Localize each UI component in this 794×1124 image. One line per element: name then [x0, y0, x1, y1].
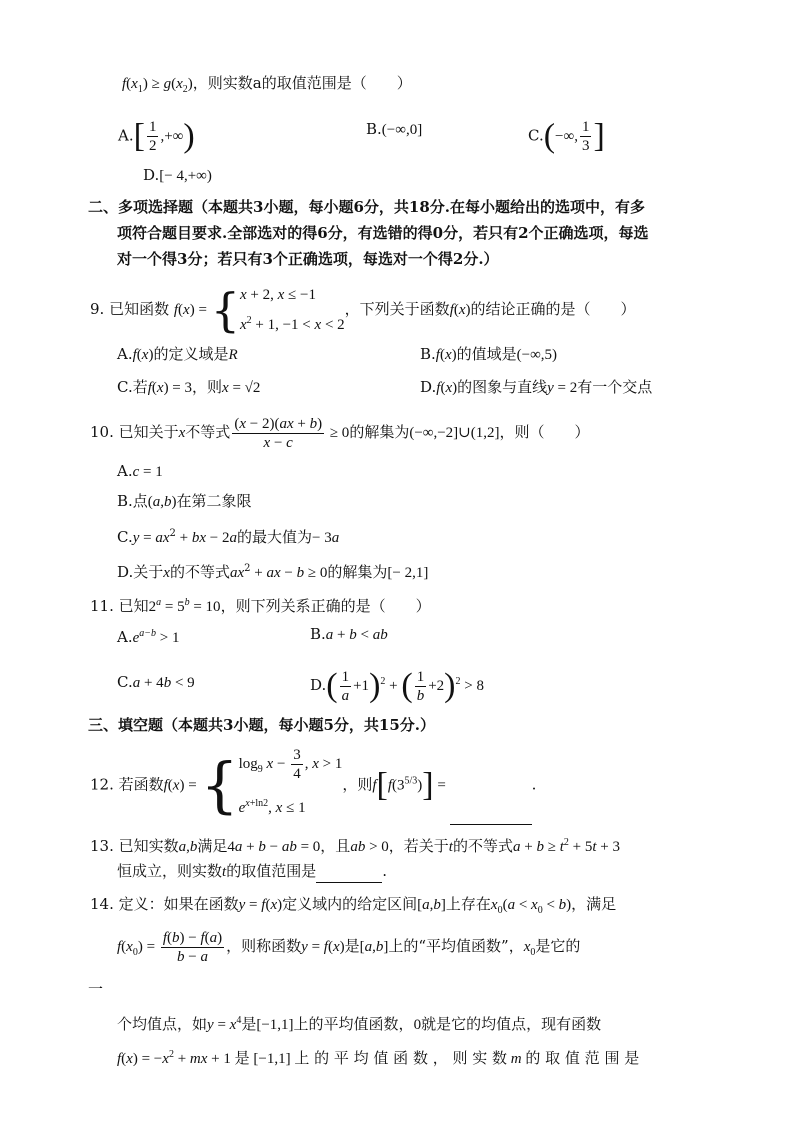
section2-line3: 对一个得3分；若只有3个正确选项，每选对一个得2分.） — [117, 250, 499, 268]
q11-option-c: C.a + 4b < 9 — [117, 673, 195, 691]
q14-line5: $f(x) = -x^2$ + mx + 1 是 [−1,1] 上 的 平 均 值 函 数 ， 则 实 数 m 的 取 值 范 围 是 — [117, 1049, 640, 1067]
q9-option-b: B.f(x)的值域是(−∞,5) — [420, 345, 558, 363]
q10-option-b: B.点(a,b)在第二象限 — [117, 492, 252, 510]
q8-stem-text: ，则实数a的取值范围是（ ） — [192, 74, 412, 92]
q12-stem: 12. 若函数f(x) = { $\log_9 x$ − $\frac{3}{4}$ , x > 1 $e^{x+ln2}$, x ≤ 1 ，则$f[f(3^{5/3})]$ = . — [90, 746, 536, 825]
q9-option-d: D.f(x)的图象与直线y = 2有一个交点 — [420, 378, 653, 396]
q14-line4: 个均值点，如$y = x^4$是[−1,1]上的平均值函数，0就是它的均值点，现有函数 — [117, 1015, 602, 1033]
q13-answer-blank[interactable] — [316, 864, 382, 883]
q11-option-a: $A.e^{a-b} > 1$ — [117, 628, 180, 646]
q14-line2: $f(x_0)$ = $\frac{f(b) - f(a)}{b - a}$ ，则称函数y = f(x)是[a,b]上的“平均值函数”，$x_0$是它的 — [117, 929, 581, 965]
q14-line1: 14. 定义：如果在函数y = f(x)定义域内的给定区间[a,b]上存在$x_0(a < x_0 < b)$，满足 — [90, 895, 617, 916]
q10-option-c: $C.y = ax^2$ + bx − 2a的最大值为− 3a — [117, 528, 340, 546]
q11-option-d: D.( $\frac{1}{a}$ +1)$^2$ + ( $\frac{1}{b}$ +2)$^2$ > 8 — [310, 667, 484, 704]
q12-answer-blank[interactable] — [450, 804, 532, 825]
q11-option-b: B.a + b < ab — [310, 625, 388, 643]
q8-option-b: B.(−∞,0] — [366, 120, 423, 138]
q9-stem: 9. 已知函数 f(x) = { x + 2, x ≤ −1 $x^2 + 1$, −1 < x < 2 ，下列关于函数f(x)的结论正确的是（ ） — [90, 283, 636, 337]
q13-line1: 13. 已知实数a,b满足4a + b − ab = 0，且ab > 0，若关于t的不等式$a + b \ge t^2 + 5t + 3$ — [90, 837, 620, 855]
q10-option-a: A.c = 1 — [117, 462, 163, 480]
section2-line2: 项符合题目要求.全部选对的得6分，有选错的得0分，若只有2个正确选项，每选 — [117, 224, 649, 242]
q10-option-d: D.关于x的不等式$ax^2$ + ax − b ≥ 0的解集为[− 2,1] — [117, 563, 429, 581]
q9-option-c: C.若f(x) = 3，则x = √2 — [117, 378, 261, 396]
q8-stem: $f(x_1) \ge g(x_2)$，则实数a的取值范围是（ ） — [122, 74, 412, 95]
q8-option-d: D.[− 4,+∞) — [143, 166, 212, 184]
q8-option-c: C.(−∞, $\frac{1}{3}$ ] — [528, 117, 605, 155]
q10-stem: 10. 已知关于x不等式 $\frac{(x - 2)(ax + b)}{x - c}$ ≥ 0的解集为(−∞,−2]∪(1,2]，则（ ） — [90, 415, 590, 451]
q11-stem: 11. 已知$2^a = 5^b = 10$，则下列关系正确的是（ ） — [90, 597, 431, 615]
q14-line3: 一 — [88, 980, 104, 998]
q8-option-a: A.[ $\frac{1}{2}$ ,+∞) — [118, 117, 195, 155]
section2-title: 二、多项选择题（本题共3小题，每小题6分，共18分.在每小题给出的选项中，有多 — [88, 198, 645, 216]
q9-option-a: A.f(x)的定义域是R — [117, 345, 238, 363]
section3-title: 三、填空题（本题共3小题，每小题5分，共15分.） — [88, 716, 435, 734]
q13-line2: 恒成立，则实数t的取值范围是 . — [117, 860, 387, 883]
